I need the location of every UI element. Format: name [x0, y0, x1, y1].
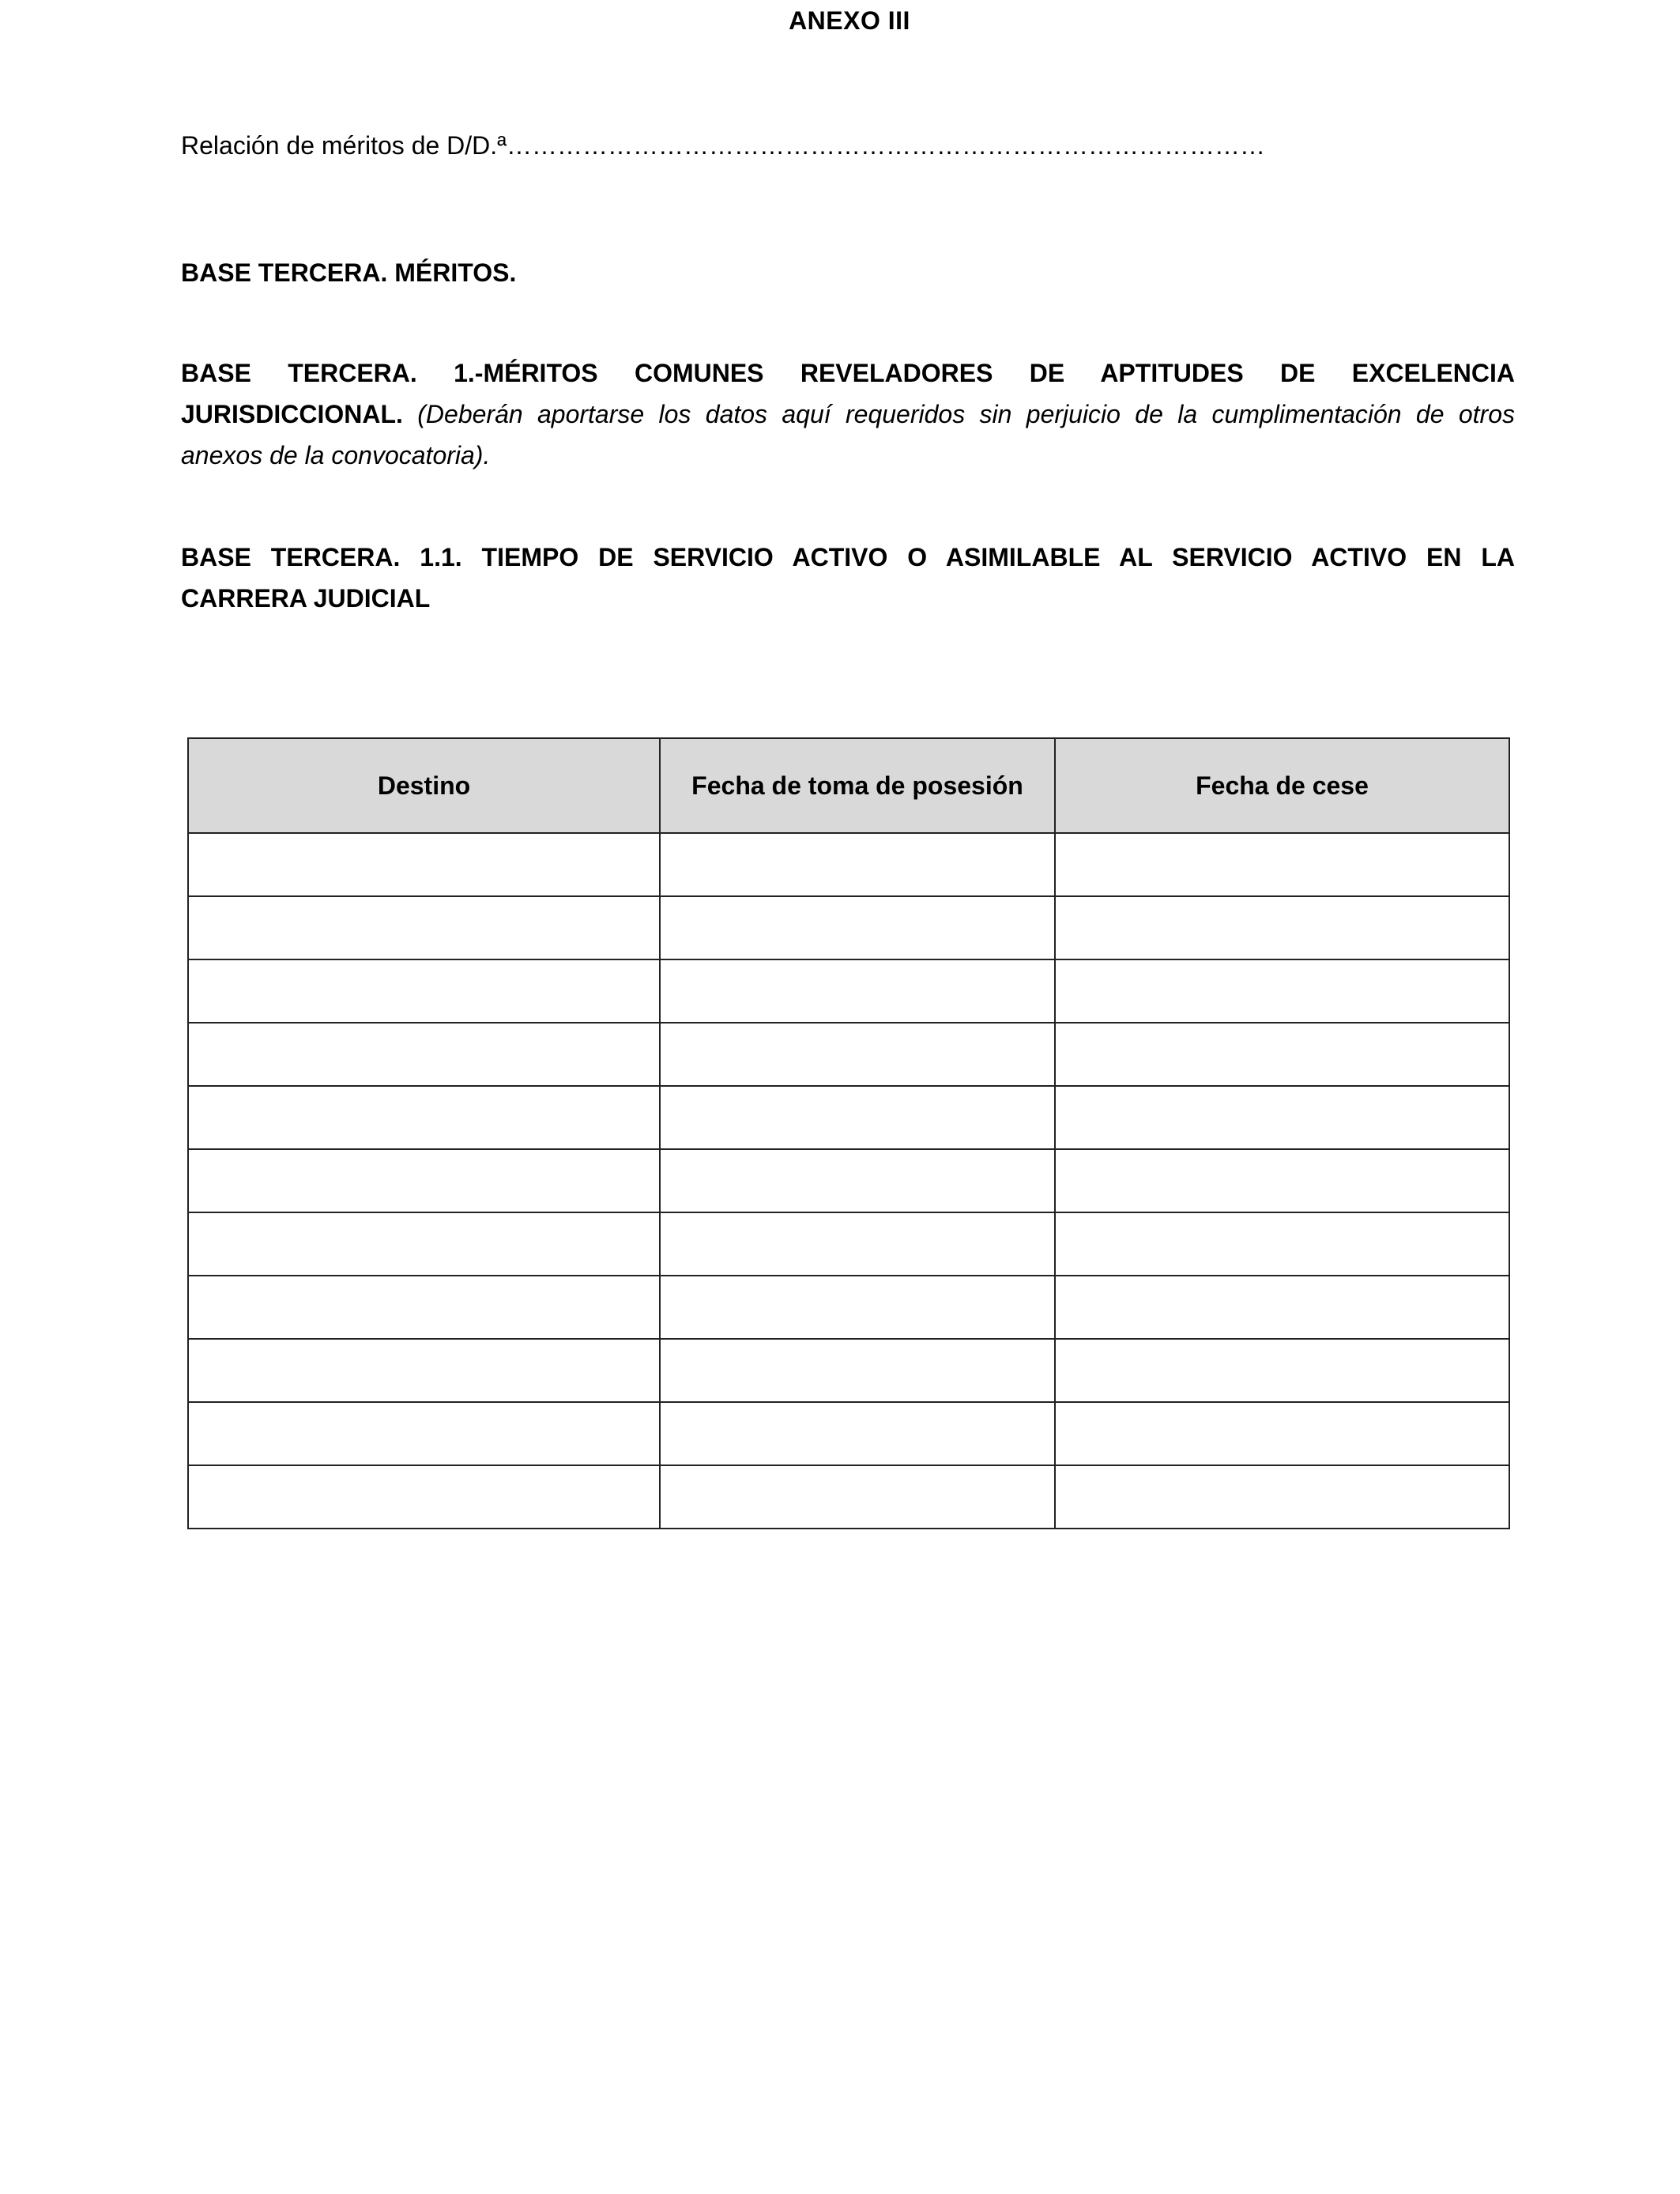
relacion-fill-dots: ……………………………………………………………………………… [507, 131, 1266, 160]
destino-cell[interactable] [188, 1465, 660, 1529]
fecha-cese-cell[interactable] [1055, 896, 1509, 959]
merits-table [187, 737, 1510, 1529]
table-row [188, 833, 1509, 896]
fecha-cese-cell[interactable] [1055, 1339, 1509, 1402]
fecha-cese-cell[interactable] [1055, 1465, 1509, 1529]
destino-cell[interactable] [188, 1149, 660, 1212]
table-row [188, 1023, 1509, 1086]
fecha-toma-posesion-cell[interactable] [660, 1086, 1055, 1149]
table-row [188, 1465, 1509, 1529]
table-body [188, 833, 1509, 1529]
fecha-toma-posesion-cell[interactable] [660, 833, 1055, 896]
destino-cell[interactable] [188, 1023, 660, 1086]
fecha-cese-cell[interactable] [1055, 833, 1509, 896]
destino-cell[interactable] [188, 1276, 660, 1339]
destino-cell[interactable] [188, 1212, 660, 1276]
column-header-destino: Destino [188, 738, 660, 833]
heading-base-1-1-line1: BASE TERCERA. 1.1. TIEMPO DE SERVICIO ACTIVO O ASIMILABLE AL SERVICIO ACTIVO EN LA [181, 543, 1515, 571]
column-header-fecha-cese: Fecha de cese [1055, 738, 1509, 833]
table-row [188, 1276, 1509, 1339]
heading-base-1-note-line3: anexos de la convocatoria). [181, 441, 491, 469]
fecha-toma-posesion-cell[interactable] [660, 1276, 1055, 1339]
destino-cell[interactable] [188, 1339, 660, 1402]
heading-base-1-note: (Deberán aportarse los datos aquí requeridos sin perjuicio de la cumplimentación de otros [417, 400, 1516, 428]
table-row [188, 896, 1509, 959]
fecha-toma-posesion-cell[interactable] [660, 1465, 1055, 1529]
heading-base-1-1-line2: CARRERA JUDICIAL [181, 584, 431, 613]
fecha-cese-cell[interactable] [1055, 959, 1509, 1023]
destino-cell[interactable] [188, 833, 660, 896]
heading-base-1 [181, 352, 1515, 476]
fecha-cese-cell[interactable] [1055, 1023, 1509, 1086]
destino-cell[interactable] [188, 1086, 660, 1149]
fecha-toma-posesion-cell[interactable] [660, 959, 1055, 1023]
column-header-fecha-toma-posesion: Fecha de toma de posesión [660, 738, 1055, 833]
fecha-cese-cell[interactable] [1055, 1149, 1509, 1212]
fecha-toma-posesion-cell[interactable] [660, 1339, 1055, 1402]
table-row [188, 1402, 1509, 1465]
table-row [188, 1086, 1509, 1149]
fecha-cese-cell[interactable] [1055, 1276, 1509, 1339]
fecha-toma-posesion-cell[interactable] [660, 1023, 1055, 1086]
destino-cell[interactable] [188, 1402, 660, 1465]
fecha-toma-posesion-cell[interactable] [660, 1212, 1055, 1276]
destino-cell[interactable] [188, 959, 660, 1023]
relacion-label: Relación de méritos de D/D.ª [181, 131, 507, 160]
fecha-toma-posesion-cell[interactable] [660, 1149, 1055, 1212]
table-header-row [188, 738, 1509, 833]
heading-meritos: BASE TERCERA. MÉRITOS. [181, 258, 517, 287]
heading-base-1-line2 [181, 394, 1515, 435]
fecha-toma-posesion-cell[interactable] [660, 896, 1055, 959]
fecha-cese-cell[interactable] [1055, 1402, 1509, 1465]
relacion-line [181, 131, 1265, 160]
table-row [188, 1149, 1509, 1212]
heading-base-1-bold-tail: JURISDICCIONAL. [181, 400, 403, 428]
table-row [188, 959, 1509, 1023]
table-row [188, 1212, 1509, 1276]
table-row [188, 1339, 1509, 1402]
destino-cell[interactable] [188, 896, 660, 959]
fecha-cese-cell[interactable] [1055, 1086, 1509, 1149]
heading-base-1-line1: BASE TERCERA. 1.-MÉRITOS COMUNES REVELADORES DE APTITUDES DE EXCELENCIA [181, 359, 1515, 387]
fecha-toma-posesion-cell[interactable] [660, 1402, 1055, 1465]
fecha-cese-cell[interactable] [1055, 1212, 1509, 1276]
heading-base-1-1 [181, 537, 1515, 619]
page-title: ANEXO III [789, 6, 910, 35]
